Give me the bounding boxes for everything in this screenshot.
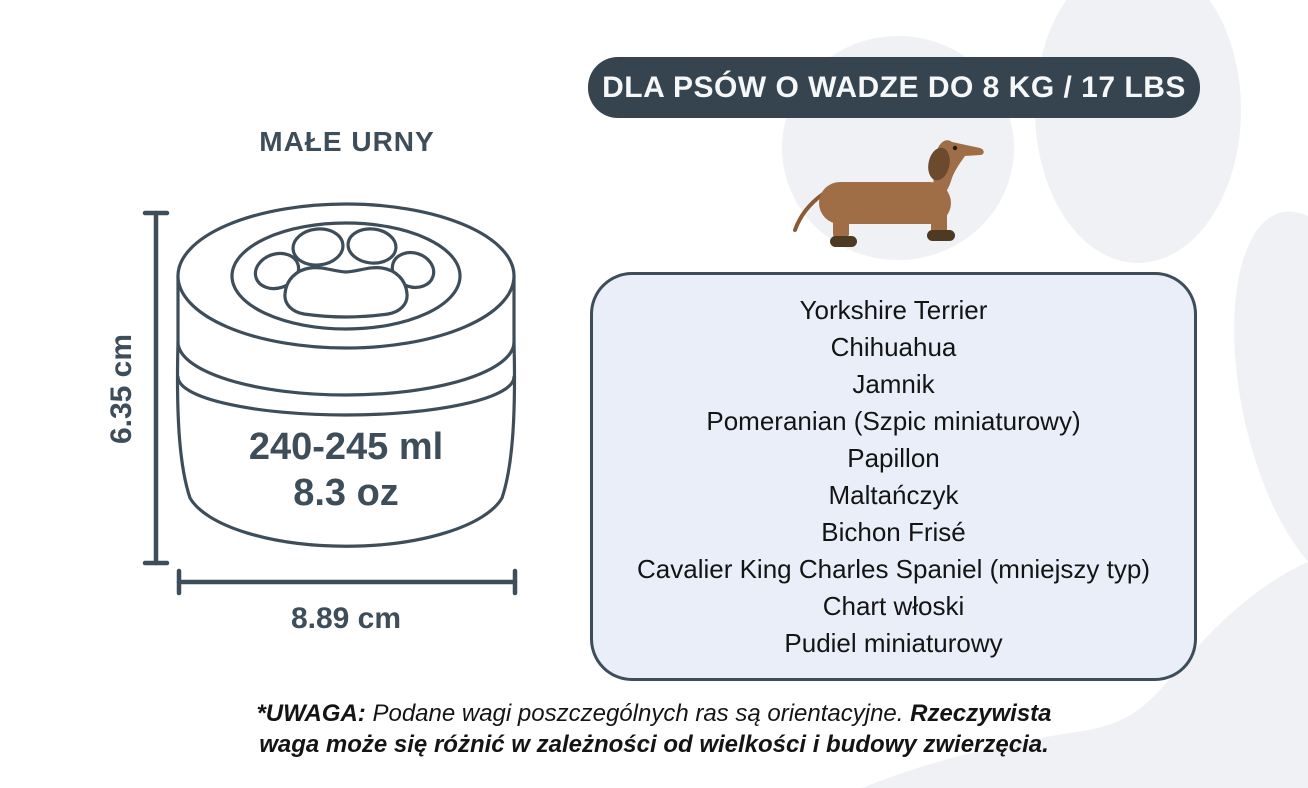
dog-eye xyxy=(953,146,957,150)
dog-rear-paw xyxy=(830,236,857,247)
footnote-regular: Podane wagi poszczególnych ras są orientacyjne. xyxy=(365,700,911,727)
footnote-bold: Rzeczywista waga może się różnić w zależności od wielkości i budowy zwierzęcia. xyxy=(259,700,1052,758)
breed-item: Papillon xyxy=(847,442,940,473)
urn-volume-ml: 240-245 ml xyxy=(248,426,444,468)
breed-item: Pudiel miniaturowy xyxy=(784,627,1003,658)
breed-item: Chart włoski xyxy=(822,590,965,621)
breed-item: Chihuahua xyxy=(830,331,957,362)
breed-item: Maltańczyk xyxy=(828,479,959,510)
urn-width-label: 8.89 cm xyxy=(290,602,402,635)
section-title: MAŁE URNY xyxy=(259,126,435,157)
breeds-list-box xyxy=(590,272,1197,681)
breed-item: Jamnik xyxy=(852,368,935,399)
dog-front-paw xyxy=(927,230,955,241)
dog-body xyxy=(819,182,951,224)
decor-toe-3 xyxy=(1204,196,1308,605)
footnote xyxy=(234,698,1074,760)
breed-item: Bichon Frisé xyxy=(821,516,966,547)
urn-height-label: 6.35 cm xyxy=(105,333,138,445)
weight-banner xyxy=(588,57,1200,118)
urn-diagram xyxy=(100,196,540,636)
breed-item: Yorkshire Terrier xyxy=(799,294,988,325)
dog-tail xyxy=(795,194,823,230)
dachshund-icon xyxy=(785,136,995,254)
breed-item: Cavalier King Charles Spaniel (mniejszy typ) xyxy=(637,553,1150,584)
decor-toe-2 xyxy=(1035,0,1241,263)
breed-item: Pomeranian (Szpic miniaturowy) xyxy=(706,405,1081,436)
urn-illustration xyxy=(100,196,540,636)
urn-volume xyxy=(171,424,521,516)
urn-volume-oz: 8.3 oz xyxy=(293,472,399,514)
footnote-prefix: *UWAGA: xyxy=(256,700,366,727)
weight-banner-label: DLA PSÓW O WADZE DO 8 KG / 17 LBS xyxy=(602,70,1186,104)
